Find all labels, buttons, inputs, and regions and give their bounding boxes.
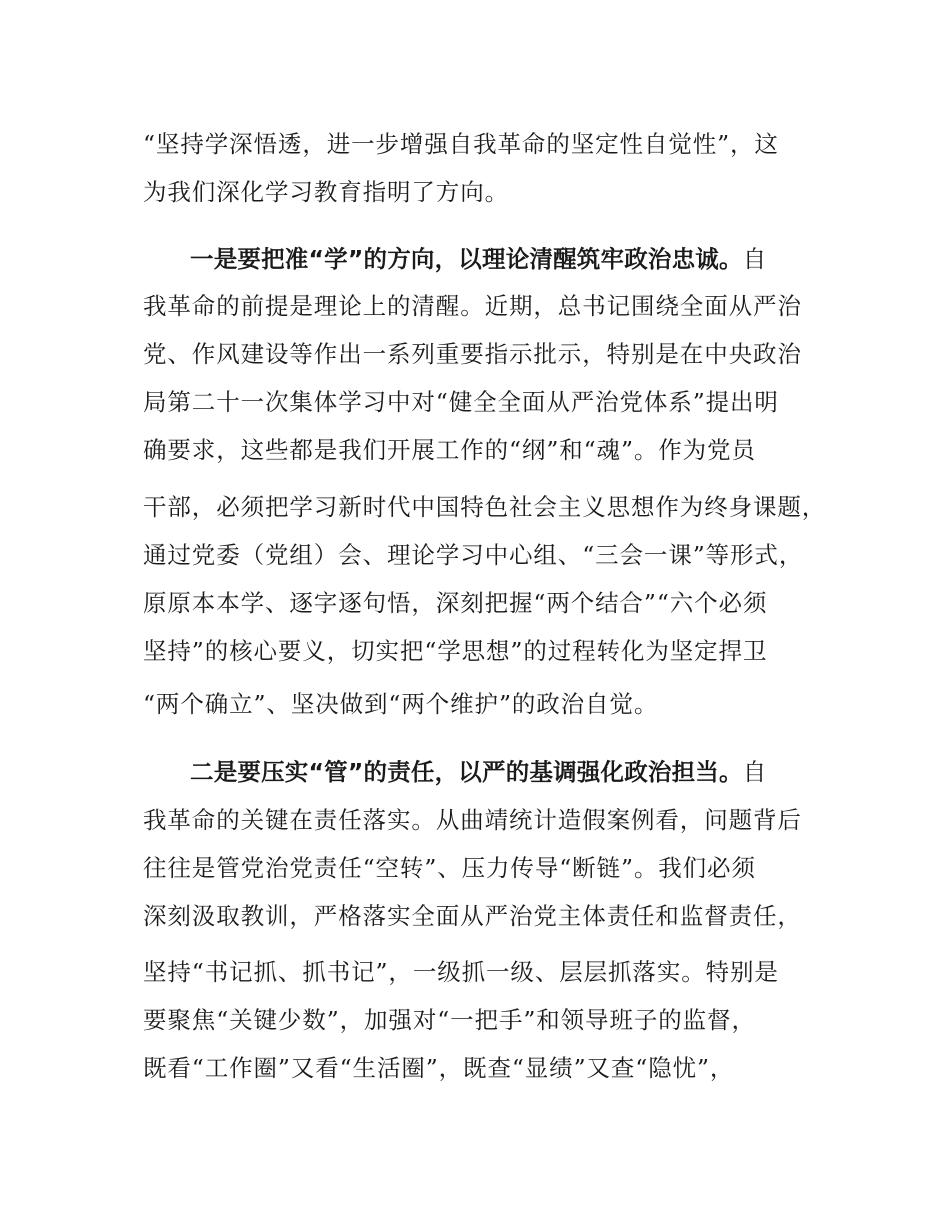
text-line: 原原本本学、逐字逐句悟，深刻把握“两个结合”“六个必须 <box>143 589 768 617</box>
text-line: 通过党委（党组）会、理论学习中心组、“三会一课”等形式， <box>143 541 804 569</box>
text-line: “两个确立”、坚决做到“两个维护”的政治自觉。 <box>143 690 659 718</box>
text-line: 坚持”的核心要义，切实把“学思想”的过程转化为坚定捍卫 <box>143 637 768 665</box>
text-line: 为我们深化学习教育指明了方向。 <box>143 178 509 206</box>
text-line: “坚持学深悟透，进一步增强自我革命的坚定性自觉性”，这 <box>143 130 779 158</box>
text-fragment: 自 <box>742 245 768 273</box>
text-line: 往往是管党治党责任“空转”、压力传导“断链”。我们必须 <box>143 854 756 882</box>
text-line: 干部，必须把学习新时代中国特色社会主义思想作为终身课题， <box>143 493 827 521</box>
text-line: 党、作风建设等作出一系列重要指示批示，特别是在中央政治 <box>143 340 802 368</box>
paragraph-heading: 二是要压实“管”的责任，以严的基调强化政治担当。 <box>190 758 743 786</box>
text-line: 坚持“书记抓、抓书记”，一级抓一级、层层抓落实。特别是 <box>143 958 779 986</box>
paragraph-first-line <box>190 239 823 279</box>
text-line: 我革命的关键在责任落实。从曲靖统计造假案例看，问题背后 <box>143 806 802 834</box>
paragraph-heading: 一是要把准“学”的方向，以理论清醒筑牢政治忠诚。 <box>190 245 743 273</box>
text-line: 局第二十一次集体学习中对“健全全面从严治党体系”提出明 <box>143 388 779 416</box>
paragraph-first-line <box>190 752 823 792</box>
text-line: 要聚焦“关键少数”，加强对“一把手”和领导班子的监督， <box>143 1006 756 1034</box>
text-line: 确要求，这些都是我们开展工作的“纲”和“魂”。作为党员 <box>143 436 756 464</box>
text-line: 深刻汲取教训，严格落实全面从严治党主体责任和监督责任， <box>143 902 802 930</box>
text-line: 既看“工作圈”又看“生活圈”，既查“显绩”又查“隐忧”， <box>143 1054 735 1082</box>
text-fragment: 自 <box>742 758 768 786</box>
text-line: 我革命的前提是理论上的清醒。近期，总书记围绕全面从严治 <box>143 292 802 320</box>
